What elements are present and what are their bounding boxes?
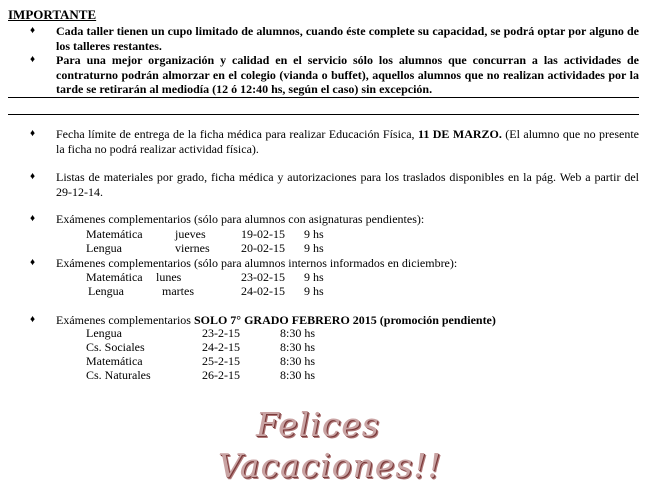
- important-heading: IMPORTANTE: [8, 7, 97, 22]
- bullet-text: Exámenes complementarios (sólo para alumnos con asignaturas pendientes):: [56, 212, 425, 226]
- bullet-diamond-icon: ♦: [30, 171, 36, 182]
- bullet-text: Cada taller tienen un cupo limitado de alumnos, cuando éste complete su capacidad, se podrá optar por alguno de los talleres restantes.: [56, 24, 639, 53]
- divider-line: [8, 97, 639, 98]
- bullet-diamond-icon: ♦: [30, 314, 36, 325]
- divider-line: [8, 114, 639, 115]
- document-page: IMPORTANTE ♦ Cada taller tienen un cupo limitado de alumnos, cuando éste complete su capacidad, se podrá optar por alguno de los talleres restantes. ♦ Para una mejor organización y calidad en el servicio sólo los alumnos que concurran a las actividades de contraturno podrán almorzar en el colegio (vianda o buffet), aquellos alumnos que no realizan actividades por la tarde se retirarán al mediodía (12 ó 12:40 hs, según el caso) sin excepción. ♦ Fecha límite de entrega de la ficha médica para realizar Educación Física, 11 DE MARZO. (El alumno que no presente la ficha no podrá realizar actividad física). ♦ Listas de materiales por grado, ficha médica y autorizaciones para los traslados disponibles en la pág. Web a partir del 29-12-14. ♦ Exámenes complementarios (sólo para alumnos con asignaturas pendientes): Matemática jueves 19-02-15 9 hs Lengua viernes 20-02-15 9 hs ♦ Exámenes complementarios (sólo para alumnos internos informados en diciembre): Matemática lunes 23-02-15 9 hs Lengua martes 24-02-15 9 hs ♦ Exámenes complementarios SOLO 7° GRADO FEBRERO 2015 (promoción pendiente) Lengua 23-2-15 8:30 hs Cs. Sociales 24-2-15 8:30 hs Matemática 25-2-15 8:30 hs Cs. Naturales 26-2-15 8:30 hs Felices Vacaciones!!: [8, 7, 639, 485]
- deadline-date: 11 DE MARZO.: [418, 127, 502, 141]
- bullet-text: Fecha límite de entrega de la ficha médica para realizar Educación Física, 11 DE MARZO. (El alumno que no presente la ficha no podrá realizar actividad física).: [56, 127, 639, 156]
- bullet-diamond-icon: ♦: [30, 257, 36, 268]
- bullet-diamond-icon: ♦: [30, 213, 36, 224]
- bullet-text: Exámenes complementarios (sólo para alumnos internos informados en diciembre):: [56, 256, 458, 270]
- bullet-text: Exámenes complementarios SOLO 7° GRADO FEBRERO 2015 (promoción pendiente): [56, 313, 496, 327]
- bullet-text: Para una mejor organización y calidad en el servicio sólo los alumnos que concurran a las actividades de contraturno podrán almorzar en el colegio (vianda o buffet), aquellos alumnos que no realizan actividades por la tarde se retirarán al mediodía (12 ó 12:40 hs, según el caso) sin excepción.: [56, 53, 639, 96]
- bullet-diamond-icon: ♦: [30, 25, 36, 36]
- bullet-diamond-icon: ♦: [30, 54, 36, 65]
- greeting-vacaciones: Vacaciones!!: [218, 446, 442, 485]
- bullet-diamond-icon: ♦: [30, 128, 36, 139]
- bullet-text: Listas de materiales por grado, ficha médica y autorizaciones para los traslados disponibles en la pág. Web a partir del 29-12-14.: [56, 170, 639, 199]
- greeting-felices: Felices: [256, 405, 380, 444]
